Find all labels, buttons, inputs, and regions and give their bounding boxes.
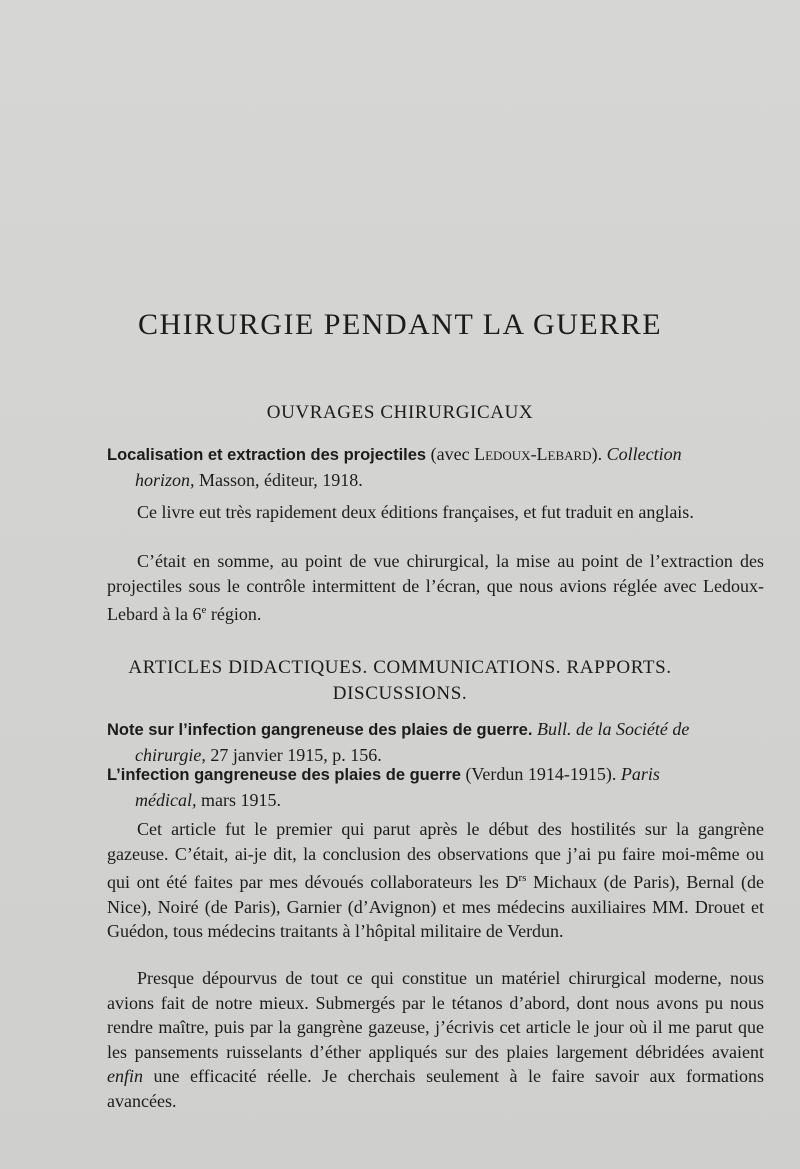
paragraph-editions: Ce livre eut très rapidement deux éditions françaises, et fut traduit en anglais. — [137, 502, 694, 522]
entry-continuation — [107, 788, 764, 813]
bibliography-entry-localisation — [107, 442, 764, 493]
entry-title: Note sur l’infection gangreneuse des plaies de guerre. — [107, 721, 533, 739]
paragraph-text-end: région. — [206, 604, 262, 624]
entry-publisher: Masson, éditeur, 1918. — [194, 470, 363, 490]
page-title: CHIRURGIE PENDANT LA GUERRE — [137, 308, 663, 341]
entry-text: ). — [591, 444, 607, 464]
entry-title: Localisation et extraction des projectiles — [107, 446, 427, 464]
entry-continuation — [107, 468, 764, 493]
paragraph-text: Cet article fut le premier qui parut après le début des hostilités sur la gangrène gazeuse. C’était, ai-je dit, la conclusion des observations que j’ai pu faire moi-même ou qui ont été faites par mes dévoués collaborateurs les D — [107, 819, 764, 892]
entry-collection: Collection — [606, 444, 682, 464]
bibliography-entry-note — [107, 717, 764, 768]
superscript: rs — [518, 872, 527, 884]
entry-journal: Bull. de la Société de — [532, 719, 690, 739]
entry-collection-cont: horizon, — [135, 470, 195, 490]
paragraph-text-end: Michaux (de Paris), Bernal (de Nice), Noiré (de Paris), Garnier (d’Avignon) et mes médecins auxiliaires MM. Drouet et Guédon, tous médecins traitants à l’hôpital militaire de Verdun. — [107, 872, 764, 941]
section-heading-articles — [0, 655, 800, 707]
paragraph-materiel — [107, 966, 764, 1113]
section-heading-ouvrages: OUVRAGES CHIRURGICAUX — [266, 402, 534, 423]
entry-date: mars 1915. — [196, 790, 281, 810]
entry-title: L’infection gangreneuse des plaies de guerre — [107, 766, 461, 784]
entry-text: (avec — [426, 444, 475, 464]
bibliography-entry-infection — [107, 762, 764, 813]
paragraph-text: C’était en somme, au point de vue chirurgical, la mise au point de l’extraction des projectiles sous le contrôle intermittent de l’écran, que nous avions réglée avec Ledoux-Lebard à la 6 — [107, 551, 764, 624]
entry-text: (Verdun 1914-1915). — [460, 764, 621, 784]
paragraph-mise-au-point — [107, 549, 764, 627]
entry-journal-cont: médical, — [135, 790, 197, 810]
superscript: e — [201, 604, 207, 616]
paragraph-emphasis: enfin — [107, 1066, 143, 1086]
paragraph-text-end: une efficacité réelle. Je cherchais seulement à le faire savoir aux formations avancées. — [107, 1066, 764, 1111]
paragraph-text: Presque dépourvus de tout ce qui constitue un matériel chirurgical moderne, nous avions fait de notre mieux. Submergés par le tétanos d’abord, dont nous avons pu nous rendre maître, puis par la gangrène gazeuse, j’écrivis cet article le jour où il me parut que les pansements ruisselants d’éther appliqués sur des plaies largement débridées avaient — [107, 968, 764, 1062]
entry-date: 27 janvier 1915, p. 156. — [205, 745, 382, 765]
section-heading-line2: DISCUSSIONS. — [332, 683, 468, 704]
entry-journal: Paris — [620, 764, 660, 784]
section-heading-line1: ARTICLES DIDACTIQUES. COMMUNICATIONS. RAPPORTS. — [128, 657, 672, 678]
paragraph-premier-article — [107, 817, 764, 944]
entry-journal-cont: chirurgie, — [135, 745, 206, 765]
entry-author: Ledoux-Lebard — [474, 444, 592, 464]
